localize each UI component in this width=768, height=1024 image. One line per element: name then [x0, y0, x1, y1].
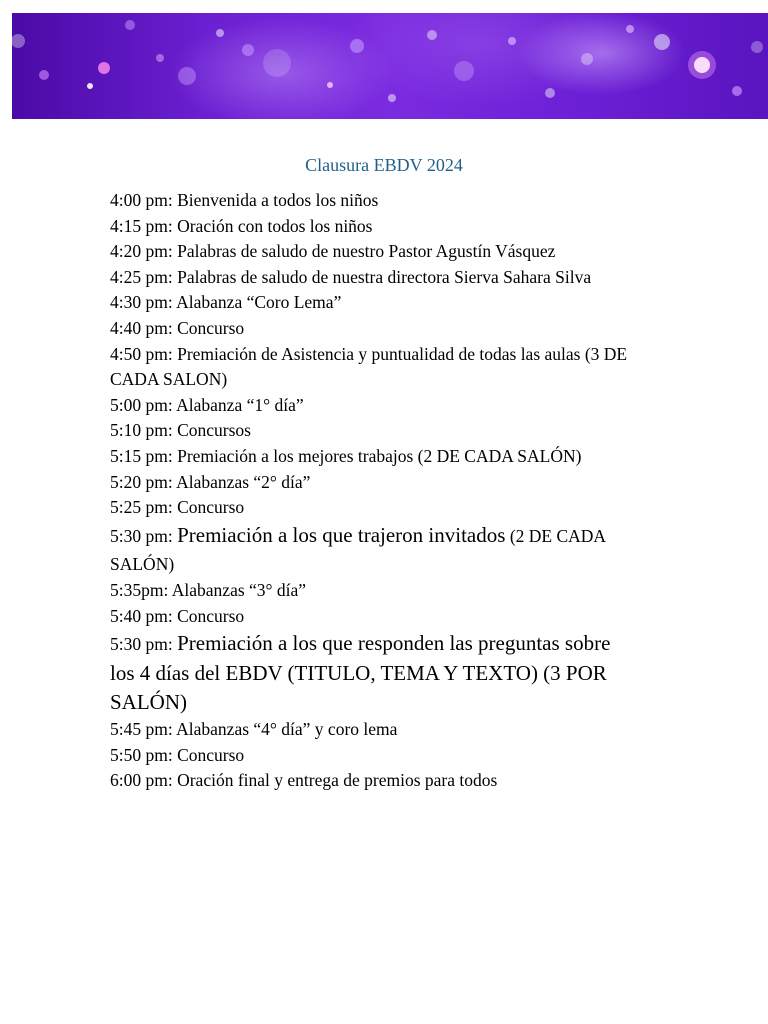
item-time: 4:50 pm:	[110, 343, 173, 364]
item-time: 4:20 pm:	[110, 241, 173, 262]
item-time: 5:40 pm:	[110, 605, 173, 626]
item-text: Concurso	[177, 317, 245, 338]
schedule-item	[110, 418, 640, 444]
item-time: 5:25 pm:	[110, 497, 173, 518]
schedule-item	[110, 495, 640, 521]
schedule-item	[110, 768, 640, 794]
item-time: 5:30 pm:	[110, 525, 173, 546]
item-text: Alabanzas “3° día”	[171, 580, 307, 601]
schedule-item	[110, 444, 640, 470]
item-time: 5:20 pm:	[110, 471, 173, 492]
item-time: 6:00 pm:	[110, 770, 173, 791]
item-time: 4:30 pm:	[110, 292, 173, 313]
item-text: Concurso	[177, 605, 245, 626]
schedule-item	[110, 470, 640, 496]
schedule-item	[110, 342, 640, 393]
schedule-list	[110, 188, 640, 794]
schedule-item	[110, 717, 640, 743]
item-text: Palabras de saludo de nuestro Pastor Agustín Vásquez	[177, 241, 556, 262]
item-text-large: Premiación a los que trajeron invitados	[177, 522, 506, 547]
item-text: Bienvenida a todos los niños	[177, 190, 379, 210]
item-time: 5:35pm:	[110, 580, 169, 601]
item-time: 4:00 pm:	[110, 190, 173, 210]
item-text: Concurso	[177, 497, 245, 518]
item-time: 5:15 pm:	[110, 445, 173, 466]
document-title: Clausura EBDV 2024	[305, 155, 463, 175]
schedule-item	[110, 239, 640, 265]
item-text: Alabanza “1° día”	[176, 394, 304, 415]
schedule-item	[110, 316, 640, 342]
item-time: 4:40 pm:	[110, 317, 173, 338]
item-text: Concurso	[177, 744, 245, 765]
item-text: Premiación de Asistencia y puntualidad de todas las aulas (3 DE CADA SALON)	[110, 343, 628, 390]
item-time: 5:00 pm:	[110, 394, 173, 415]
item-time: 5:30 pm:	[110, 634, 173, 655]
item-time: 4:15 pm:	[110, 215, 173, 236]
schedule-item	[110, 743, 640, 769]
item-text: Premiación a los mejores trabajos (2 DE CADA SALÓN)	[177, 445, 582, 466]
item-text: Alabanza “Coro Lema”	[176, 292, 342, 313]
item-text: Concursos	[177, 420, 251, 441]
item-text: Oración final y entrega de premios para todos	[177, 770, 498, 791]
item-text-large: Premiación a los que responden las preguntas sobre los 4 días del EBDV (TITULO, TEMA Y TEXTO) (3 POR SALÓN)	[110, 631, 611, 714]
bokeh-decoration	[12, 13, 768, 119]
header-banner-image	[12, 13, 768, 119]
item-text: (2 DE CADA SALÓN)	[110, 525, 606, 574]
item-time: 5:50 pm:	[110, 744, 173, 765]
item-time: 4:25 pm:	[110, 266, 173, 287]
schedule-item	[110, 214, 640, 240]
item-time: 5:10 pm:	[110, 420, 173, 441]
item-text: Palabras de saludo de nuestra directora Sierva Sahara Silva	[177, 266, 592, 287]
item-text: Alabanzas “2° día”	[176, 471, 311, 492]
item-text: Oración con todos los niños	[177, 215, 373, 236]
schedule-item	[110, 265, 640, 291]
schedule-item	[110, 290, 640, 316]
schedule-item	[110, 521, 640, 578]
item-text: Alabanzas “4° día” y coro lema	[176, 718, 398, 739]
schedule-item	[110, 604, 640, 630]
schedule-item	[110, 578, 640, 604]
schedule-item	[110, 629, 640, 717]
schedule-item	[110, 393, 640, 419]
schedule-item	[110, 188, 640, 214]
item-time: 5:45 pm:	[110, 718, 173, 739]
